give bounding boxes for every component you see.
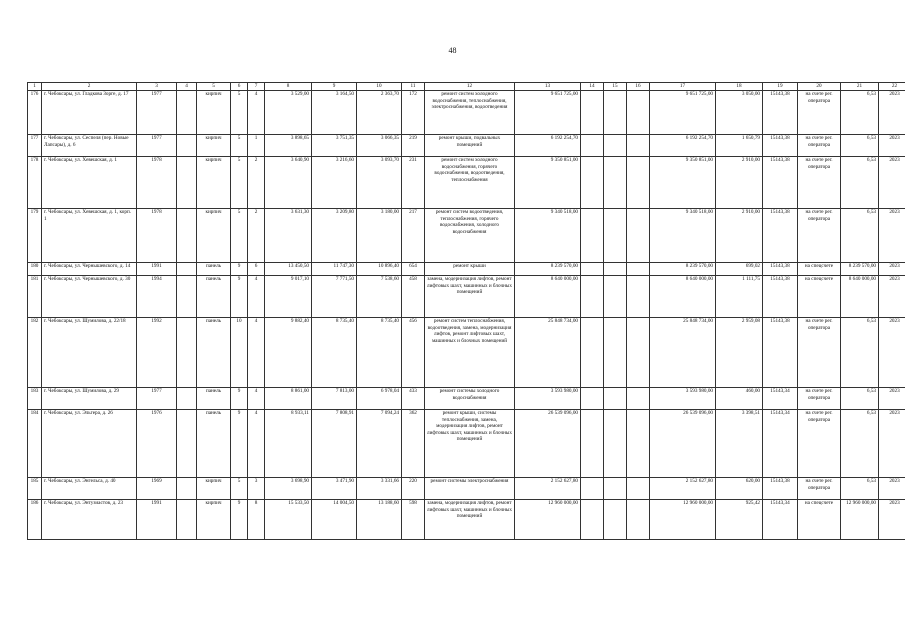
year-built-cell: 1977 xyxy=(137,135,177,157)
floors-cell: 5 xyxy=(231,209,248,263)
cost-total-cell: 3 593 980,00 xyxy=(650,388,716,410)
col15-cell xyxy=(604,318,627,388)
year-cell: 2023 xyxy=(879,318,905,388)
cost-cell: 26 539 096,00 xyxy=(515,410,581,478)
row-number: 183 xyxy=(28,388,42,410)
wall-material-cell: кирпич xyxy=(197,478,231,500)
residents-cell: 219 xyxy=(402,135,425,157)
residents-cell: 217 xyxy=(402,209,425,263)
col14-cell xyxy=(581,91,604,135)
year-built-cell: 1977 xyxy=(137,91,177,135)
residential-area-cell: 7 813,00 xyxy=(312,388,357,410)
col16-cell xyxy=(627,388,650,410)
year-built-cell: 1991 xyxy=(137,500,177,540)
entrances-cell: 2 xyxy=(248,157,265,209)
fund-method-cell: на счете рег. оператора xyxy=(798,410,841,478)
residential-area-cell: 7 771,50 xyxy=(312,276,357,318)
address-cell: г. Чебоксары, ул. Хевешская, д. 1 xyxy=(42,157,137,209)
col15-cell xyxy=(604,157,627,209)
cost-limit-cell: 15143,34 xyxy=(763,410,798,478)
unit-cost-cell: 1 111,75 xyxy=(716,276,763,318)
address-cell: г. Чебоксары, ул. Энтузиастов, д. 23 xyxy=(42,500,137,540)
fund-method-cell: на спецсчете xyxy=(798,263,841,276)
fund-method-cell: на счете рег. оператора xyxy=(798,157,841,209)
rate-cell: 6,53 xyxy=(841,209,879,263)
address-cell: г. Чебоксары, ул. Шумилова, д. 22/18 xyxy=(42,318,137,388)
row-number: 178 xyxy=(28,157,42,209)
col4-cell xyxy=(177,263,197,276)
residential-area-cell: 3 209,80 xyxy=(312,209,357,263)
rate-cell: 6,53 xyxy=(841,410,879,478)
table-row xyxy=(28,276,905,318)
rate-cell: 6,53 xyxy=(841,318,879,388)
row-number: 186 xyxy=(28,500,42,540)
works-cell: ремонт систем холодного водоснабжения, теплоснабжения, электроснабжения, водоотведения xyxy=(425,91,515,135)
year-cell: 2023 xyxy=(879,135,905,157)
living-area-cell: 8 735,40 xyxy=(357,318,402,388)
col16-cell xyxy=(627,135,650,157)
rate-cell: 6,53 xyxy=(841,388,879,410)
year-cell: 2023 xyxy=(879,500,905,540)
cost-limit-cell: 15143,34 xyxy=(763,500,798,540)
year-cell: 2023 xyxy=(879,478,905,500)
fund-method-cell: на счете рег. оператора xyxy=(798,388,841,410)
table-row xyxy=(28,318,905,388)
row-number: 185 xyxy=(28,478,42,500)
cost-cell: 3 593 980,00 xyxy=(515,388,581,410)
entrances-cell: 1 xyxy=(248,135,265,157)
residential-area-cell: 14 004,50 xyxy=(312,500,357,540)
column-number-row xyxy=(28,83,905,91)
residents-cell: 654 xyxy=(402,263,425,276)
cost-cell: 6 192 254,70 xyxy=(515,135,581,157)
year-cell: 2023 xyxy=(879,263,905,276)
floors-cell: 5 xyxy=(231,135,248,157)
year-built-cell: 1978 xyxy=(137,157,177,209)
address-cell: г. Чебоксары, ул. Эльгера, д. 26 xyxy=(42,410,137,478)
entrances-cell: 8 xyxy=(248,500,265,540)
living-area-cell: 7 094,24 xyxy=(357,410,402,478)
address-cell: г. Чебоксары, ул. Чернышевского, д. 14 xyxy=(42,263,137,276)
col14-cell xyxy=(581,276,604,318)
rate-cell: 6,53 xyxy=(841,157,879,209)
year-built-cell: 1994 xyxy=(137,276,177,318)
works-cell: ремонт систем теплоснабжения, водоотведения, замена, модернизация лифтов, ремонт лифтовых шахт, машинных и блочных помещений xyxy=(425,318,515,388)
living-area-cell: 3 066,35 xyxy=(357,135,402,157)
cost-limit-cell: 15143,38 xyxy=(763,157,798,209)
col16-cell xyxy=(627,276,650,318)
cost-limit-cell: 15143,34 xyxy=(763,388,798,410)
column-number-15: 15 xyxy=(604,83,627,91)
total-area-cell: 3 640,90 xyxy=(265,157,312,209)
residents-cell: 456 xyxy=(402,318,425,388)
row-number: 179 xyxy=(28,209,42,263)
table-row xyxy=(28,500,905,540)
column-number-4: 4 xyxy=(177,83,197,91)
wall-material-cell: кирпич xyxy=(197,500,231,540)
col14-cell xyxy=(581,157,604,209)
col15-cell xyxy=(604,388,627,410)
year-cell: 2023 xyxy=(879,209,905,263)
col4-cell xyxy=(177,500,197,540)
col16-cell xyxy=(627,209,650,263)
table-row xyxy=(28,388,905,410)
rate-cell: 6,53 xyxy=(841,135,879,157)
col16-cell xyxy=(627,318,650,388)
fund-method-cell: на счете рег. оператора xyxy=(798,478,841,500)
col4-cell xyxy=(177,157,197,209)
total-area-cell: 13 450,50 xyxy=(265,263,312,276)
wall-material-cell: кирпич xyxy=(197,209,231,263)
unit-cost-cell: 925,42 xyxy=(716,500,763,540)
year-cell: 2023 xyxy=(879,410,905,478)
floors-cell: 5 xyxy=(231,91,248,135)
cost-cell: 25 848 734,00 xyxy=(515,318,581,388)
col16-cell xyxy=(627,410,650,478)
entrances-cell: 4 xyxy=(248,410,265,478)
col4-cell xyxy=(177,318,197,388)
residents-cell: 231 xyxy=(402,157,425,209)
cost-total-cell: 8 239 570,00 xyxy=(650,263,716,276)
column-number-11: 11 xyxy=(402,83,425,91)
works-cell: ремонт крыши, подвальных помещений xyxy=(425,135,515,157)
col15-cell xyxy=(604,209,627,263)
column-number-7: 7 xyxy=(248,83,265,91)
wall-material-cell: панель xyxy=(197,410,231,478)
entrances-cell: 2 xyxy=(248,209,265,263)
table-row xyxy=(28,263,905,276)
residents-cell: 220 xyxy=(402,478,425,500)
residents-cell: 458 xyxy=(402,276,425,318)
wall-material-cell: панель xyxy=(197,276,231,318)
total-area-cell: 3 698,90 xyxy=(265,478,312,500)
cost-total-cell: 25 848 734,00 xyxy=(650,318,716,388)
table-row xyxy=(28,209,905,263)
living-area-cell: 3 180,00 xyxy=(357,209,402,263)
column-number-1: 1 xyxy=(28,83,42,91)
fund-method-cell: на счете рег. оператора xyxy=(798,135,841,157)
residents-cell: 172 xyxy=(402,91,425,135)
cost-limit-cell: 15143,38 xyxy=(763,209,798,263)
row-number: 184 xyxy=(28,410,42,478)
unit-cost-cell: 699,02 xyxy=(716,263,763,276)
cost-total-cell: 12 960 000,00 xyxy=(650,500,716,540)
works-cell: ремонт системы электроснабжения xyxy=(425,478,515,500)
column-number-2: 2 xyxy=(42,83,137,91)
col14-cell xyxy=(581,478,604,500)
col15-cell xyxy=(604,135,627,157)
entrances-cell: 4 xyxy=(248,318,265,388)
wall-material-cell: панель xyxy=(197,388,231,410)
cost-limit-cell: 15143,38 xyxy=(763,91,798,135)
column-number-21: 21 xyxy=(841,83,879,91)
address-cell: г. Чебоксары, ул. Энгельса, д. 40 xyxy=(42,478,137,500)
row-number: 176 xyxy=(28,91,42,135)
col15-cell xyxy=(604,91,627,135)
residential-area-cell: 3 471,90 xyxy=(312,478,357,500)
col4-cell xyxy=(177,478,197,500)
floors-cell: 9 xyxy=(231,263,248,276)
fund-method-cell: на счете рег. оператора xyxy=(798,318,841,388)
col15-cell xyxy=(604,500,627,540)
living-area-cell: 7 538,60 xyxy=(357,276,402,318)
col4-cell xyxy=(177,209,197,263)
total-area-cell: 15 533,50 xyxy=(265,500,312,540)
wall-material-cell: панель xyxy=(197,263,231,276)
entrances-cell: 3 xyxy=(248,478,265,500)
works-cell: ремонт систем водоотведения, теплоснабжения, горячего водоснабжения, холодного водоснабжения xyxy=(425,209,515,263)
unit-cost-cell: 3 050,00 xyxy=(716,91,763,135)
floors-cell: 9 xyxy=(231,410,248,478)
column-number-16: 16 xyxy=(627,83,650,91)
column-number-17: 17 xyxy=(650,83,716,91)
cost-cell: 12 960 000,00 xyxy=(515,500,581,540)
wall-material-cell: кирпич xyxy=(197,91,231,135)
rate-cell: 6,53 xyxy=(841,91,879,135)
column-number-10: 10 xyxy=(357,83,402,91)
cost-cell: 9 340 518,00 xyxy=(515,209,581,263)
col4-cell xyxy=(177,135,197,157)
address-cell: г. Чебоксары, ул. Хевешская, д. 1, корп. 1 xyxy=(42,209,137,263)
col14-cell xyxy=(581,388,604,410)
cost-cell: 8 239 570,00 xyxy=(515,263,581,276)
living-area-cell: 10 896,40 xyxy=(357,263,402,276)
col16-cell xyxy=(627,263,650,276)
col14-cell xyxy=(581,209,604,263)
floors-cell: 9 xyxy=(231,388,248,410)
residents-cell: 598 xyxy=(402,500,425,540)
table-row xyxy=(28,410,905,478)
col15-cell xyxy=(604,276,627,318)
unit-cost-cell: 3 398,51 xyxy=(716,410,763,478)
entrances-cell: 4 xyxy=(248,91,265,135)
col15-cell xyxy=(604,410,627,478)
fund-method-cell: на спецсчете xyxy=(798,500,841,540)
col16-cell xyxy=(627,500,650,540)
row-number: 177 xyxy=(28,135,42,157)
col14-cell xyxy=(581,263,604,276)
column-number-5: 5 xyxy=(197,83,231,91)
col16-cell xyxy=(627,478,650,500)
entrances-cell: 6 xyxy=(248,263,265,276)
wall-material-cell: панель xyxy=(197,318,231,388)
total-area-cell: 3 631,30 xyxy=(265,209,312,263)
year-cell: 2023 xyxy=(879,91,905,135)
table-row xyxy=(28,157,905,209)
cost-total-cell: 26 539 096,00 xyxy=(650,410,716,478)
unit-cost-cell: 620,00 xyxy=(716,478,763,500)
column-number-8: 8 xyxy=(265,83,312,91)
col15-cell xyxy=(604,478,627,500)
fund-method-cell: на спецсчете xyxy=(798,276,841,318)
repair-program-table xyxy=(27,82,905,540)
cost-cell: 2 152 627,80 xyxy=(515,478,581,500)
rate-cell: 6,53 xyxy=(841,478,879,500)
residential-area-cell: 7 808,91 xyxy=(312,410,357,478)
entrances-cell: 4 xyxy=(248,276,265,318)
total-area-cell: 8 933,11 xyxy=(265,410,312,478)
floors-cell: 5 xyxy=(231,157,248,209)
living-area-cell: 2 363,70 xyxy=(357,91,402,135)
col14-cell xyxy=(581,410,604,478)
col4-cell xyxy=(177,91,197,135)
floors-cell: 9 xyxy=(231,500,248,540)
year-built-cell: 1992 xyxy=(137,318,177,388)
column-number-19: 19 xyxy=(763,83,798,91)
year-built-cell: 1977 xyxy=(137,388,177,410)
fund-method-cell: на счете рег. оператора xyxy=(798,209,841,263)
col4-cell xyxy=(177,388,197,410)
cost-total-cell: 9 350 851,00 xyxy=(650,157,716,209)
row-number: 182 xyxy=(28,318,42,388)
living-area-cell: 6 978,04 xyxy=(357,388,402,410)
rate-cell: 12 960 000,00 xyxy=(841,500,879,540)
total-area-cell: 8 861,00 xyxy=(265,388,312,410)
floors-cell: 9 xyxy=(231,276,248,318)
address-cell: г. Чебоксары, ул. Сеспеля (пер. Новые Лапсары), д. 6 xyxy=(42,135,137,157)
page-number: 48 xyxy=(448,46,457,55)
column-number-14: 14 xyxy=(581,83,604,91)
col14-cell xyxy=(581,318,604,388)
col4-cell xyxy=(177,410,197,478)
cost-limit-cell: 15143,38 xyxy=(763,276,798,318)
column-number-12: 12 xyxy=(425,83,515,91)
works-cell: ремонт систем холодного водоснабжения, горячего водоснабжения, водоотведения, теплоснабжения xyxy=(425,157,515,209)
table-row xyxy=(28,478,905,500)
living-area-cell: 3 331,66 xyxy=(357,478,402,500)
unit-cost-cell: 2 959,08 xyxy=(716,318,763,388)
wall-material-cell: кирпич xyxy=(197,157,231,209)
unit-cost-cell: 2 910,00 xyxy=(716,157,763,209)
column-number-18: 18 xyxy=(716,83,763,91)
wall-material-cell: кирпич xyxy=(197,135,231,157)
address-cell: г. Чебоксары, ул. Гладкова Зорге, д. 17 xyxy=(42,91,137,135)
year-cell: 2023 xyxy=(879,157,905,209)
residential-area-cell: 11 747,30 xyxy=(312,263,357,276)
total-area-cell: 9 882,40 xyxy=(265,318,312,388)
col16-cell xyxy=(627,91,650,135)
col14-cell xyxy=(581,500,604,540)
works-cell: ремонт крыши, системы теплоснабжения, замена, модернизация лифтов, ремонт лифтовых шахт, машинных и блочных помещений xyxy=(425,410,515,478)
row-number: 180 xyxy=(28,263,42,276)
column-number-20: 20 xyxy=(798,83,841,91)
cost-cell: 8 640 000,00 xyxy=(515,276,581,318)
cost-limit-cell: 15143,38 xyxy=(763,478,798,500)
total-area-cell: 3 898,65 xyxy=(265,135,312,157)
residential-area-cell: 3 216,60 xyxy=(312,157,357,209)
row-number: 181 xyxy=(28,276,42,318)
year-cell: 2023 xyxy=(879,388,905,410)
column-number-6: 6 xyxy=(231,83,248,91)
column-number-9: 9 xyxy=(312,83,357,91)
residential-area-cell: 3 751,35 xyxy=(312,135,357,157)
col15-cell xyxy=(604,263,627,276)
column-number-22: 22 xyxy=(879,83,905,91)
table-row xyxy=(28,91,905,135)
address-cell: г. Чебоксары, ул. Чернышевского, д. 30 xyxy=(42,276,137,318)
works-cell: замена, модернизация лифтов, ремонт лифтовых шахт, машинных и блочных помещений xyxy=(425,276,515,318)
col4-cell xyxy=(177,276,197,318)
works-cell: замена, модернизация лифтов, ремонт лифтовых шахт, машинных и блочных помещений xyxy=(425,500,515,540)
address-cell: г. Чебоксары, ул. Шумилова, д. 29 xyxy=(42,388,137,410)
year-cell: 2023 xyxy=(879,276,905,318)
col16-cell xyxy=(627,157,650,209)
unit-cost-cell: 460,00 xyxy=(716,388,763,410)
cost-total-cell: 8 640 000,00 xyxy=(650,276,716,318)
year-built-cell: 1969 xyxy=(137,478,177,500)
year-built-cell: 1978 xyxy=(137,209,177,263)
total-area-cell: 9 017,10 xyxy=(265,276,312,318)
cost-limit-cell: 15143,38 xyxy=(763,135,798,157)
total-area-cell: 3 529,00 xyxy=(265,91,312,135)
residential-area-cell: 3 164,50 xyxy=(312,91,357,135)
cost-limit-cell: 15143,38 xyxy=(763,318,798,388)
col14-cell xyxy=(581,135,604,157)
living-area-cell: 3 093,70 xyxy=(357,157,402,209)
living-area-cell: 13 188,60 xyxy=(357,500,402,540)
floors-cell: 10 xyxy=(231,318,248,388)
residents-cell: 362 xyxy=(402,410,425,478)
works-cell: ремонт крыши xyxy=(425,263,515,276)
residents-cell: 433 xyxy=(402,388,425,410)
cost-total-cell: 2 152 627,80 xyxy=(650,478,716,500)
year-built-cell: 1976 xyxy=(137,410,177,478)
cost-limit-cell: 15143,38 xyxy=(763,263,798,276)
year-built-cell: 1991 xyxy=(137,263,177,276)
rate-cell: 8 239 570,00 xyxy=(841,263,879,276)
unit-cost-cell: 1 650,79 xyxy=(716,135,763,157)
column-number-13: 13 xyxy=(515,83,581,91)
floors-cell: 5 xyxy=(231,478,248,500)
cost-total-cell: 9 340 518,00 xyxy=(650,209,716,263)
works-cell: ремонт системы холодного водоснабжения xyxy=(425,388,515,410)
cost-cell: 9 350 851,00 xyxy=(515,157,581,209)
column-number-3: 3 xyxy=(137,83,177,91)
fund-method-cell: на счете рег. оператора xyxy=(798,91,841,135)
rate-cell: 8 640 000,00 xyxy=(841,276,879,318)
table-row xyxy=(28,135,905,157)
cost-total-cell: 6 192 254,70 xyxy=(650,135,716,157)
cost-cell: 9 651 725,00 xyxy=(515,91,581,135)
residential-area-cell: 8 735,40 xyxy=(312,318,357,388)
cost-total-cell: 9 651 725,00 xyxy=(650,91,716,135)
unit-cost-cell: 2 910,00 xyxy=(716,209,763,263)
entrances-cell: 4 xyxy=(248,388,265,410)
